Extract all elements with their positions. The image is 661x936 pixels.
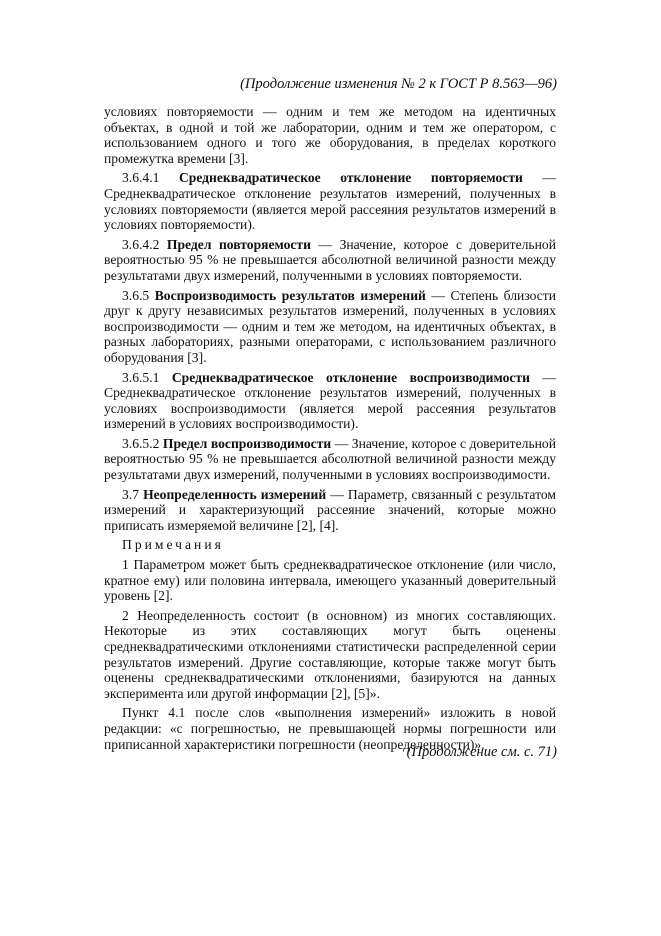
clause-text: — Среднеквадратическое отклонение результатов измерений, полученных в условиях повторяемости (является мерой рассеяния результатов измерений в условиях повторяемости). — [104, 170, 557, 233]
clause-3-6-5-1 — [104, 370, 556, 432]
clause-3-6-5 — [104, 288, 556, 366]
clause-term: Воспроизводимость результатов измерений — [154, 287, 426, 303]
clause-number: 3.6.4.1 — [122, 170, 160, 186]
clause-term: Предел повторяемости — [166, 236, 311, 252]
clause-number: 3.6.4.2 — [122, 236, 160, 252]
clause-text: — Параметр, связанный с результатом измерений и характеризующий рассеяние значений, которые можно приписать измеряемой величине [2], [4]. — [104, 486, 557, 533]
amendment-clause-4-1: Пункт 4.1 после слов «выполнения измерений» изложить в новой редакции: «с погрешностью, не превышающей нормы погрешности или приписанной характеристики погрешности (неопределенности)». — [104, 705, 556, 752]
page-header: (Продолжение изменения № 2 к ГОСТ Р 8.563—96) — [240, 76, 557, 92]
clause-term: Предел воспроизводимости — [162, 435, 332, 451]
notes-title-text: Примечания — [122, 537, 224, 553]
paragraph-continuation: условиях повторяемости — одним и тем же методом на идентичных объектах, в одной и той же лаборатории, одним и тем же оператором, с использованием одного и того же оборудования, в пределах короткого промежутка времени [3]. — [104, 104, 556, 166]
page-footer: (Продолжение см. с. 71) — [406, 744, 557, 760]
clause-text: — Значение, которое с доверительной вероятностью 95 % не превышается абсолютной величиной разности между результатами двух измерений, полученными в условиях воспроизводимости. — [104, 435, 556, 483]
clause-number: 3.6.5 — [122, 287, 150, 303]
note-1: 1 Параметром может быть среднеквадратическое отклонение (или число, кратное ему) или половина интервала, имеющего указанный доверительный уровень [2]. — [104, 557, 556, 604]
clause-term: Неопределенность измерений — [143, 486, 327, 502]
clause-term: Среднеквадратическое отклонение воспроизводимости — [171, 369, 530, 385]
clause-text: — Среднеквадратическое отклонение результатов измерений, полученных в условиях воспроизводимости (является мерой рассеяния результатов измерений в условиях воспроизводимости). — [104, 369, 556, 432]
note-2: 2 Неопределенность состоит (в основном) из многих составляющих. Некоторые из этих составляющих могут быть оценены среднеквадратическими отклонениями статистически распределенной серии результатов измерений. Другие составляющие, которые также могут быть оценены среднеквадратическими отклонениями, базируются на данных эксперимента или другой информации [2], [5]». — [104, 607, 556, 701]
clause-number: 3.6.5.1 — [122, 369, 160, 385]
clause-term: Среднеквадратическое отклонение повторяемости — [178, 170, 523, 186]
clause-text: — Степень близости друг к другу независимых результатов измерений, полученных в условиях воспроизводимости — одним и тем же методом, на идентичных объектах, в разных лабораториях, разными операторами, с использованием различного оборудования [3]. — [104, 287, 556, 365]
clause-number: 3.7 — [122, 486, 139, 502]
clause-3-6-4-2 — [104, 237, 556, 284]
clause-3-6-5-2 — [104, 436, 556, 483]
clause-number: 3.6.5.2 — [122, 435, 160, 451]
document-body — [104, 104, 556, 756]
clause-3-7 — [104, 487, 556, 534]
clause-text: — Значение, которое с доверительной вероятностью 95 % не превышается абсолютной величиной разности между результатами двух измерений, полученными в условиях повторяемости. — [104, 236, 556, 283]
clause-3-6-4-1 — [104, 170, 556, 232]
notes-title — [104, 537, 556, 553]
